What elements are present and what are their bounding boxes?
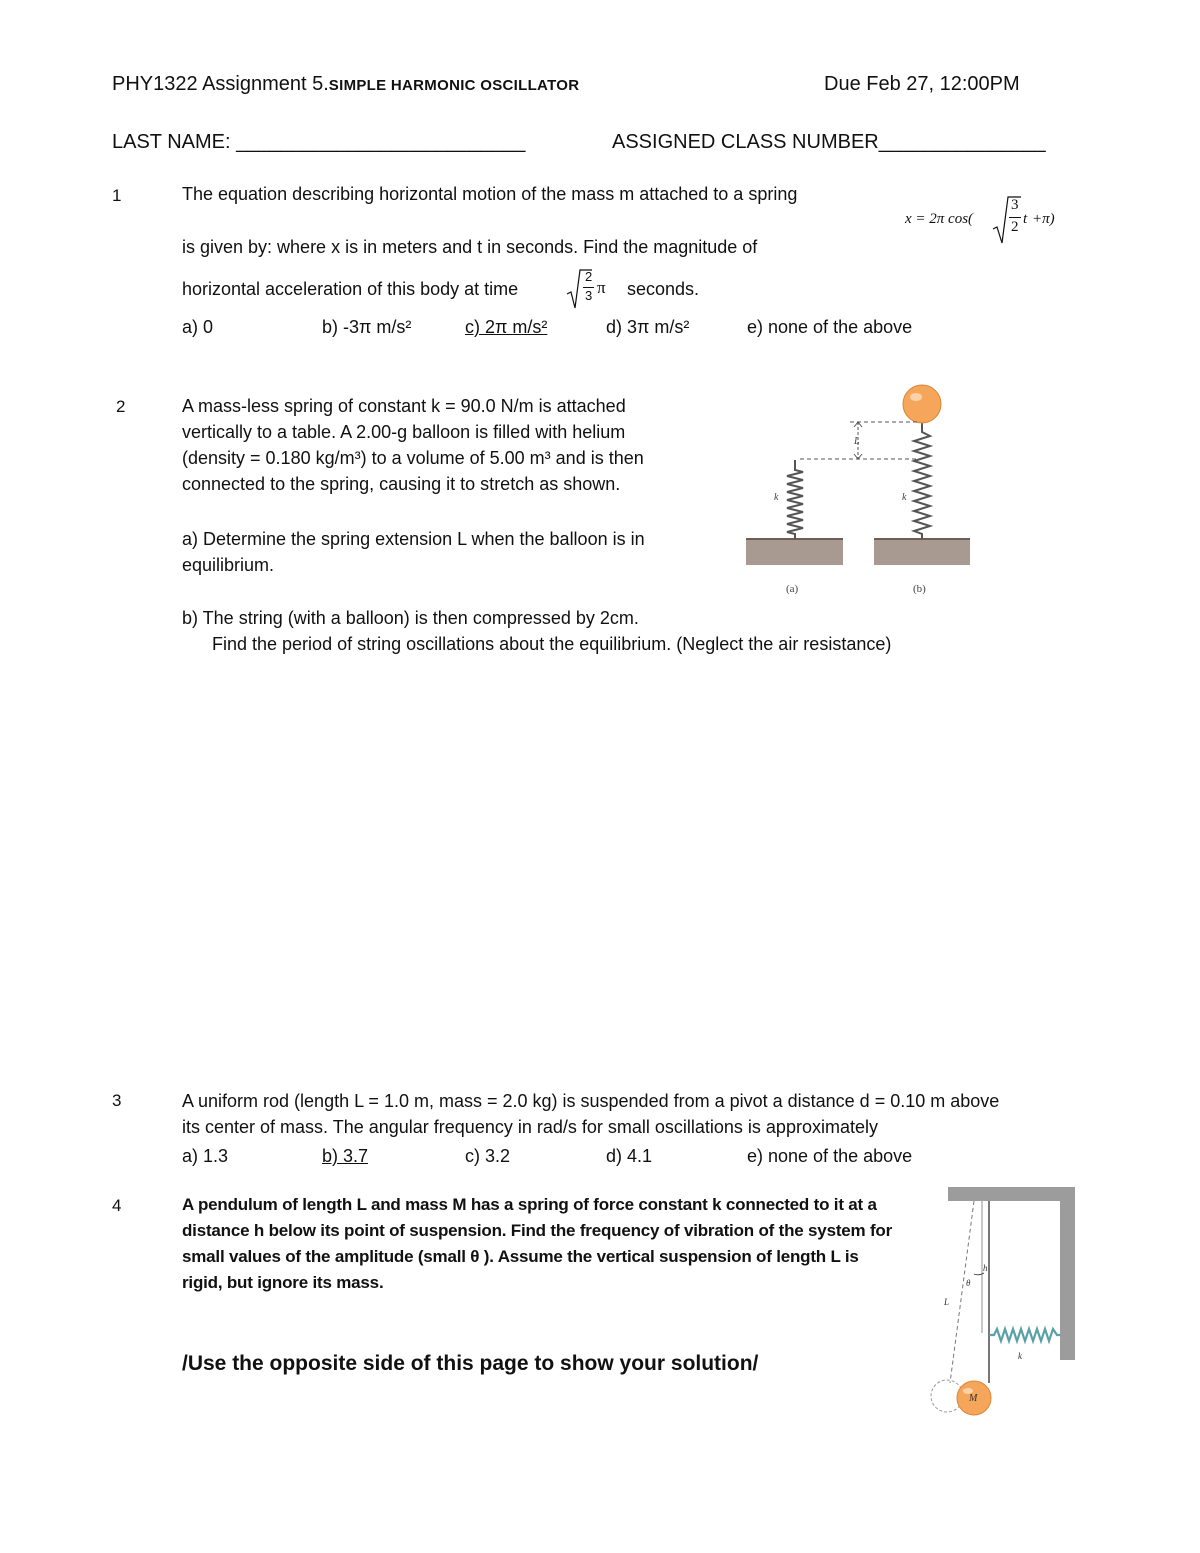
q2-line-1: A mass-less spring of constant k = 90.0 N/m is attached bbox=[182, 396, 626, 416]
q3-option-b[interactable]: b) 3.7 bbox=[322, 1146, 369, 1166]
last-name-label: LAST NAME: bbox=[112, 131, 237, 153]
q1-eq-frac-bar bbox=[1009, 217, 1021, 218]
q2-line-3: (density = 0.180 kg/m³) to a volume of 5.00 m³ and is then bbox=[182, 448, 644, 468]
q1-option-c[interactable]: c) 2π m/s² bbox=[465, 317, 548, 337]
L-label: L bbox=[944, 1297, 950, 1307]
spring-b bbox=[914, 422, 930, 539]
q4-text bbox=[182, 1192, 892, 1296]
figure-L-label: L bbox=[854, 436, 860, 447]
q1-line-2: is given by: where x is in meters and t in seconds. Find the magnitude of bbox=[182, 237, 758, 257]
question-1-number: 1 bbox=[112, 186, 122, 205]
q1-eq-rhs: +π) bbox=[1032, 211, 1055, 227]
q3-option-c[interactable]: c) 3.2 bbox=[465, 1146, 511, 1166]
figure-label-b: (b) bbox=[913, 583, 926, 595]
q3-option-a[interactable]: a) 1.3 bbox=[182, 1146, 229, 1166]
q1-time-num: 2 bbox=[585, 269, 593, 284]
q2-part-b bbox=[182, 605, 891, 657]
ground-b bbox=[874, 539, 970, 565]
spring-a bbox=[787, 460, 803, 539]
q1-line-3 bbox=[182, 279, 518, 300]
q2-line-2: vertically to a table. A 2.00-g balloon is filled with helium bbox=[182, 422, 626, 442]
q2-part-a-line-2: equilibrium. bbox=[182, 555, 275, 575]
q1-line-3-pre: horizontal acceleration of this body at time bbox=[182, 279, 519, 299]
q1-eq-t: t bbox=[1023, 211, 1028, 227]
question-3-number: 3 bbox=[112, 1091, 122, 1110]
M-label: M bbox=[969, 1393, 978, 1404]
q1-time-den: 3 bbox=[585, 288, 593, 303]
q3-text bbox=[182, 1088, 999, 1140]
ground-a bbox=[746, 539, 843, 565]
figure-k-label-b: k bbox=[902, 492, 907, 503]
due-date: Due Feb 27, 12:00PM bbox=[824, 73, 1020, 95]
class-number-blank[interactable]: _______________ bbox=[878, 131, 1046, 153]
q3-line-1: A uniform rod (length L = 1.0 m, mass = 2.0 kg) is suspended from a pivot a distance d = 0.10 m above bbox=[182, 1091, 1000, 1111]
q4-pendulum-figure bbox=[922, 1183, 1077, 1428]
q1-line-1: The equation describing horizontal motion of the mass m attached to a spring bbox=[182, 184, 798, 204]
q3-line-2: its center of mass. The angular frequency in rad/s for small oscillations is approximately bbox=[182, 1117, 878, 1137]
q1-equation bbox=[905, 195, 1085, 255]
q3-option-e[interactable]: e) none of the above bbox=[747, 1146, 913, 1166]
support-beam bbox=[948, 1187, 1075, 1201]
last-name-blank[interactable]: __________________________ bbox=[236, 131, 526, 153]
assignment-title bbox=[112, 73, 579, 96]
balloon bbox=[903, 385, 941, 423]
q3-option-d[interactable]: d) 4.1 bbox=[606, 1146, 653, 1166]
footer-note: /Use the opposite side of this page to show your solution/ bbox=[182, 1352, 759, 1375]
q2-part-a bbox=[182, 526, 645, 578]
theta-label: θ bbox=[966, 1278, 971, 1288]
class-number-field[interactable] bbox=[612, 131, 1046, 154]
q2-line-4: connected to the spring, causing it to stretch as shown. bbox=[182, 474, 621, 494]
q1-time-pi: π bbox=[597, 278, 606, 297]
q4-line-1: A pendulum of length L and mass M has a spring of force constant k connected to it at a bbox=[182, 1195, 877, 1214]
q2-spring-balloon-figure bbox=[740, 380, 980, 595]
course-title: PHY1322 Assignment 5. bbox=[112, 73, 329, 95]
q2-part-a-line-1: a) Determine the spring extension L when the balloon is in bbox=[182, 529, 645, 549]
q2-part-b-line-1: b) The string (with a balloon) is then compressed by 2cm. bbox=[182, 608, 639, 628]
q1-line-3-post: seconds. bbox=[627, 279, 700, 299]
q1-eq-frac-den: 2 bbox=[1011, 219, 1019, 235]
question-4-number: 4 bbox=[112, 1196, 122, 1215]
class-number-label: ASSIGNED CLASS NUMBER bbox=[612, 131, 879, 153]
q4-line-3: small values of the amplitude (small θ ). Assume the vertical suspension of length L is bbox=[182, 1247, 859, 1266]
last-name-field[interactable] bbox=[112, 131, 525, 154]
q1-time-expression bbox=[566, 268, 626, 312]
q1-eq-frac-num: 3 bbox=[1011, 197, 1019, 213]
q1-option-e[interactable]: e) none of the above bbox=[747, 317, 913, 337]
support-wall bbox=[1060, 1187, 1075, 1360]
k-label: k bbox=[1018, 1351, 1022, 1361]
question-2-number: 2 bbox=[116, 397, 126, 416]
q4-line-2: distance h below its point of suspension. Find the frequency of vibration of the system for bbox=[182, 1221, 893, 1240]
figure-label-a: (a) bbox=[786, 583, 799, 595]
figure-k-label-a: k bbox=[774, 492, 779, 503]
q1-option-b[interactable]: b) -3π m/s² bbox=[322, 317, 412, 337]
q2-part-b-line-2: Find the period of string oscillations about the equilibrium. (Neglect the air resistance) bbox=[212, 634, 892, 654]
q2-text bbox=[182, 393, 644, 497]
q1-option-a[interactable]: a) 0 bbox=[182, 317, 214, 337]
q1-eq-lhs: x = 2π cos( bbox=[905, 211, 974, 227]
q1-option-d[interactable]: d) 3π m/s² bbox=[606, 317, 690, 337]
horizontal-spring bbox=[989, 1329, 1060, 1341]
h-label: h bbox=[983, 1263, 988, 1273]
topic-title: SIMPLE HARMONIC OSCILLATOR bbox=[328, 77, 580, 94]
q4-line-4: rigid, but ignore its mass. bbox=[182, 1273, 384, 1292]
